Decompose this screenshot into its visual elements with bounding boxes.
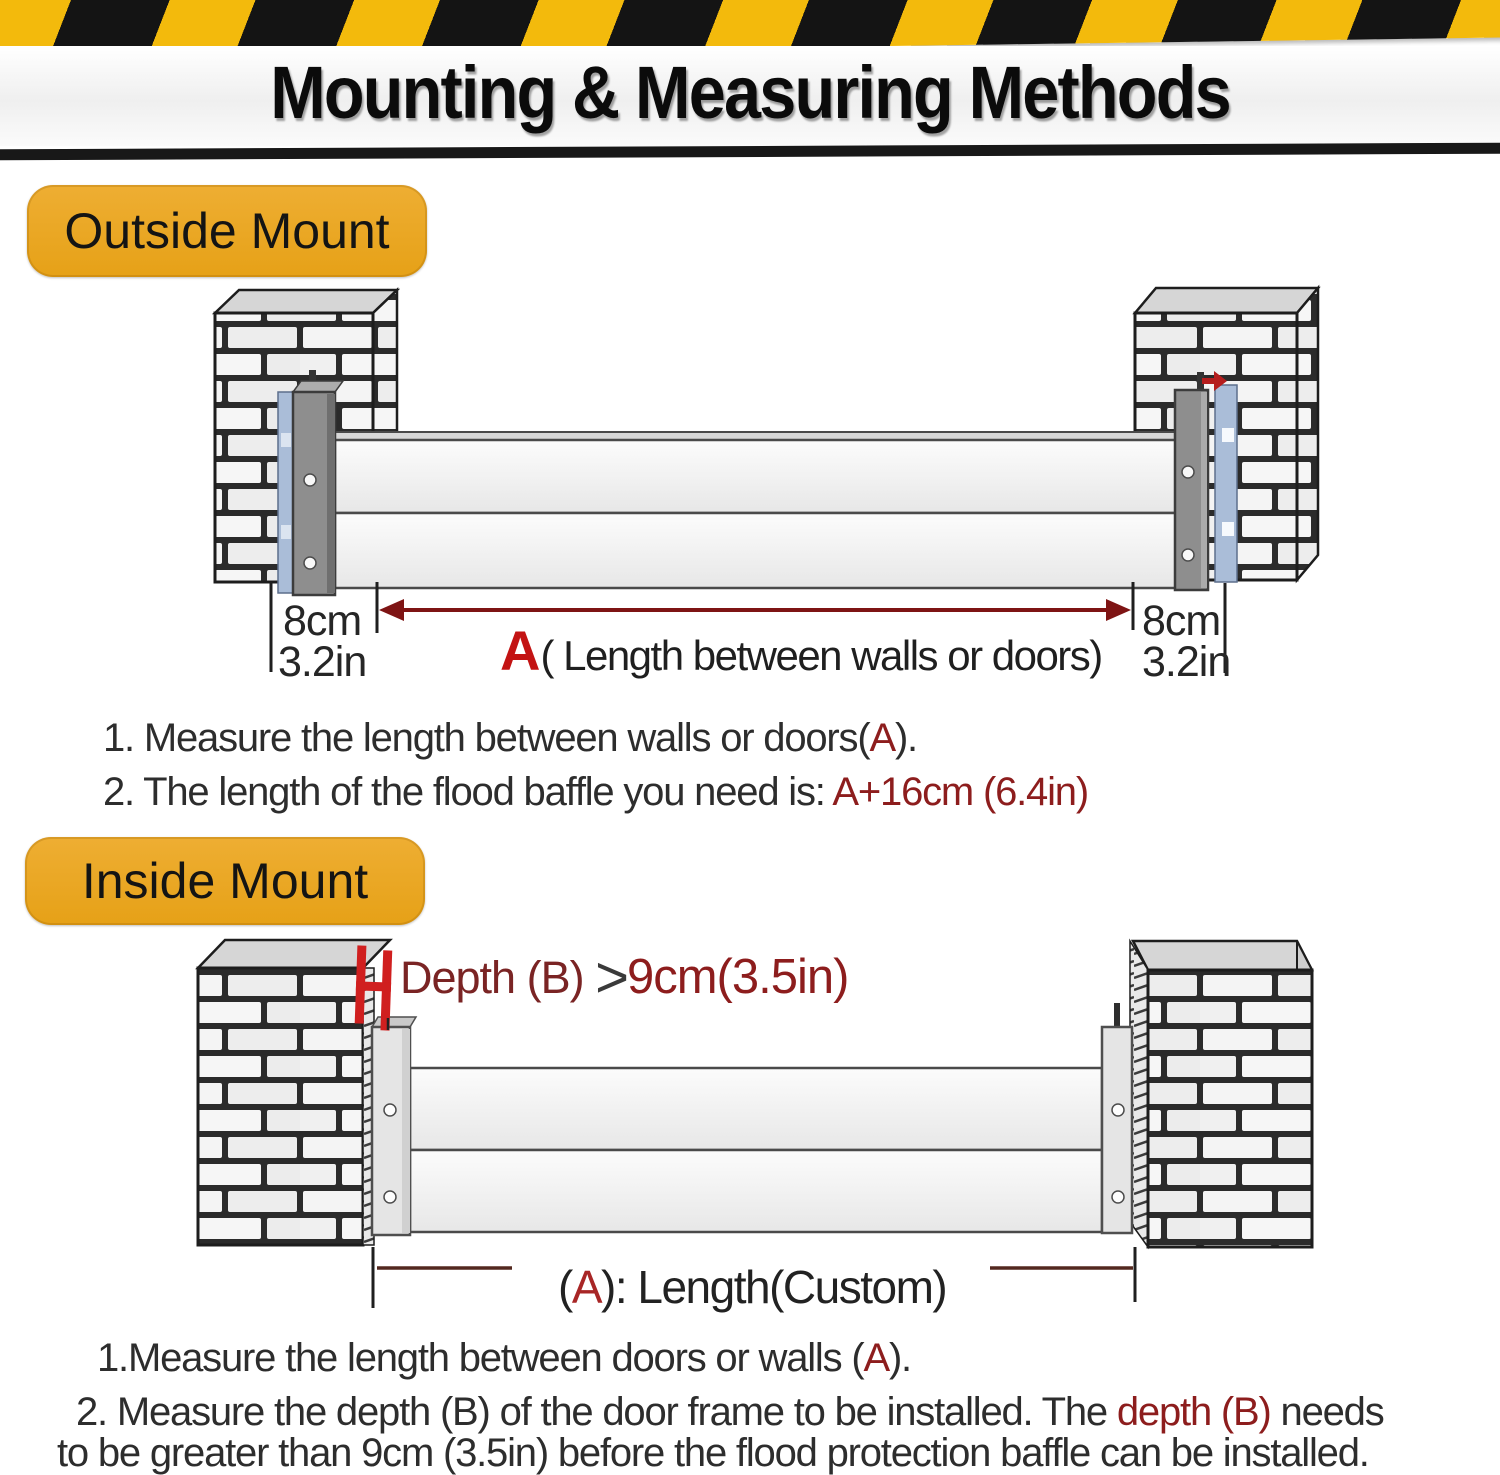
channel-shade-edge [327, 394, 335, 593]
greater-than-symbol: > [595, 945, 627, 1010]
screw-hole [1182, 466, 1194, 478]
flood-barrier-inside [410, 1068, 1102, 1232]
outside-left-bracket [278, 370, 343, 595]
span-length-text: ( Length between walls or doors) [540, 632, 1102, 679]
step-highlight: A [863, 1336, 889, 1380]
pillar-front-face [1148, 970, 1312, 1247]
pillar-top-face [1133, 941, 1312, 970]
step-text: 2. The length of the flood baffle you need is: [103, 770, 833, 814]
outside-right-bracket [1175, 371, 1237, 590]
page-title [75, 50, 1425, 135]
arrowhead-right-icon [1106, 599, 1131, 621]
bracket-width-label-left-cm: 8cm [283, 597, 362, 645]
step-text: ). [894, 716, 917, 760]
channel-shade-edge [402, 1029, 410, 1233]
depth-label-text: Depth (B) [400, 952, 596, 1003]
inside-step-2-line-1 [76, 1390, 1384, 1434]
inside-left-channel [372, 1017, 416, 1235]
step-highlight: A+16cm (6.4in) [832, 770, 1088, 814]
outside-mount-badge: Outside Mount [27, 185, 427, 277]
seal-strip-slot [281, 525, 291, 539]
step-text: ). [888, 1336, 911, 1380]
pillar-front-face [198, 968, 363, 1245]
bracket-width-label-right-cm: 8cm [1142, 597, 1221, 645]
step-text: 1. Measure the length between walls or doors( [103, 716, 870, 760]
barrier-board-bottom [410, 1150, 1102, 1232]
pillar-top-face [215, 290, 397, 313]
depth-value: 9cm(3.5in) [626, 950, 849, 1004]
outside-step-2 [103, 770, 1088, 814]
pillar-top-face [1135, 288, 1318, 313]
inside-step-2-line-2 [57, 1431, 1369, 1475]
step-highlight: A [869, 716, 895, 760]
length-letter: A [571, 1261, 602, 1313]
screw-hole [1182, 549, 1194, 561]
label-text: ): Length(Custom) [601, 1261, 947, 1313]
flood-barrier-outside [335, 432, 1177, 588]
page-title-text: Mounting & Measuring Methods [270, 51, 1230, 134]
bracket-width-label-right-in: 3.2in [1142, 638, 1231, 686]
channel-top-face [372, 1017, 416, 1027]
outside-step-1 [103, 716, 917, 760]
seal-strip [1215, 385, 1237, 582]
custom-length-label [558, 1260, 946, 1314]
step-text: to be greater than 9cm (3.5in) before the flood protection baffle can be installed. [57, 1431, 1369, 1475]
seal-strip-slot [1222, 428, 1234, 442]
seal-strip [278, 392, 293, 593]
barrier-board-bottom [335, 513, 1177, 588]
step-highlight: depth (B) [1116, 1390, 1271, 1434]
inside-right-pillar [1130, 941, 1312, 1247]
step-text: needs [1270, 1390, 1384, 1434]
bracket-width-label-left-in: 3.2in [278, 638, 367, 686]
barrier-board-top [335, 440, 1177, 513]
seal-strip-slot [1222, 522, 1234, 536]
inside-right-channel [1102, 1003, 1132, 1233]
channel-light-edge [1201, 392, 1207, 588]
label-paren: ( [558, 1261, 572, 1313]
depth-requirement-label [400, 944, 848, 1011]
screw-hole [384, 1191, 396, 1203]
inside-step-1 [97, 1336, 911, 1380]
inside-mount-badge: Inside Mount [25, 837, 425, 925]
pillar-side-face [1297, 288, 1318, 580]
span-length-label [500, 618, 1102, 683]
screw-hole [384, 1104, 396, 1116]
span-length-letter: A [500, 619, 541, 682]
barrier-board-top [410, 1068, 1102, 1150]
locking-pin [1114, 1003, 1120, 1029]
screw-hole [1112, 1191, 1124, 1203]
step-text: 2. Measure the depth (B) of the door frame to be installed. The [76, 1390, 1117, 1434]
screw-hole [1112, 1104, 1124, 1116]
arrowhead-left-icon [379, 599, 404, 621]
screw-hole [304, 474, 316, 486]
screw-hole [304, 557, 316, 569]
channel-top-face [293, 381, 343, 392]
gauge-crossbar [356, 981, 391, 991]
step-text: 1.Measure the length between doors or walls ( [97, 1336, 864, 1380]
seal-strip-slot [281, 433, 291, 447]
